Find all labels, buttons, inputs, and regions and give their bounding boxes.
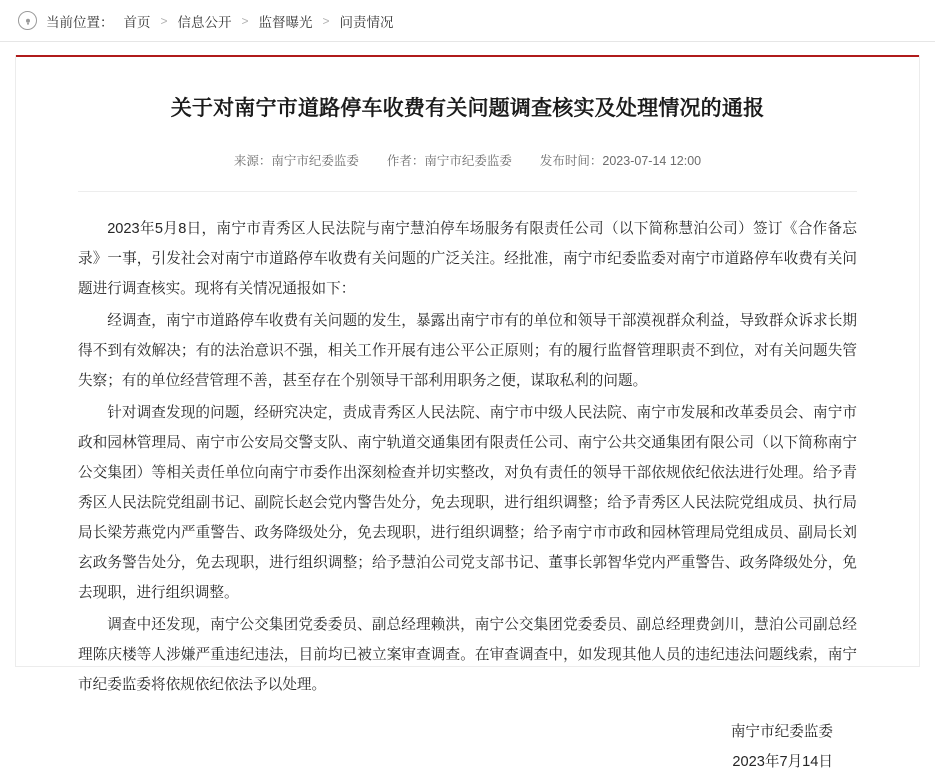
- breadcrumb: [0, 0, 935, 42]
- breadcrumb-item-supervision-exposure[interactable]: 监督曝光: [258, 14, 313, 30]
- meta-divider: [78, 191, 857, 192]
- page-title: 关于对南宁市道路停车收费有关问题调查核实及处理情况的通报: [170, 97, 765, 120]
- breadcrumb-label: 当前位置：: [46, 14, 114, 30]
- card-accent-bar: [16, 55, 919, 57]
- article-paragraph: 针对调查发现的问题，经研究决定，责成青秀区人民法院、南宁市中级人民法院、南宁市发展和改革委员会、南宁市政和园林管理局、南宁市公安局交警支队、南宁轨道交通集团有限责任公司、南宁公共交通集团有限公司（以下简称南宁公交集团）等相关责任单位向南宁市委作出深刻检查并切实整改，对负有责任的领导干部依规依纪依法进行处理。给予青秀区人民法院党组副书记、副院长赵会党内警告处分，免去现职，进行组织调整；给予青秀区人民法院党组成员、执行局局长梁芳燕党内严重警告、政务降级处分，免去现职，进行组织调整；给予南宁市市政和园林管理局党组成员、副局长刘玄政务警告处分，免去现职，进行组织调整；给予慧泊公司党支部书记、董事长郭智华党内严重警告、政务降级处分，免去现职，进行组织调整。: [78, 404, 857, 602]
- article-meta: [78, 151, 857, 169]
- breadcrumb-separator: >: [160, 13, 168, 28]
- signature-organization: 南宁市纪委监委: [730, 723, 833, 740]
- location-pin-icon: [18, 11, 37, 30]
- breadcrumb-item-accountability[interactable]: 问责情况: [339, 14, 394, 30]
- meta-source: 来源：南宁市纪委监委: [233, 153, 359, 168]
- breadcrumb-item-info-disclosure[interactable]: 信息公开: [177, 14, 232, 30]
- signature-date: 2023年7月14日: [732, 753, 833, 770]
- article-signature: [78, 717, 857, 777]
- article-paragraph: 经调查，南宁市道路停车收费有关问题的发生，暴露出南宁市有的单位和领导干部漠视群众利益，导致群众诉求长期得不到有效解决；有的法治意识不强，相关工作开展有违公平公正原则；有的履行监督管理职责不到位，对有关问题失管失察；有的单位经营管理不善，甚至存在个别领导干部利用职务之便，谋取私利的问题。: [78, 312, 857, 389]
- breadcrumb-separator: >: [322, 13, 330, 28]
- meta-author: 作者：南宁市纪委监委: [386, 153, 512, 168]
- article-paragraph: 2023年5月8日，南宁市青秀区人民法院与南宁慧泊停车场服务有限责任公司（以下简称慧泊公司）签订《合作备忘录》一事，引发社会对南宁市道路停车收费有关问题的广泛关注。经批准，南宁市纪委监委对南宁市道路停车收费有关问题进行调查核实。现将有关情况通报如下：: [78, 220, 857, 297]
- breadcrumb-item-home[interactable]: 首页: [123, 14, 151, 30]
- meta-publish-time: 发布时间：2023-07-14 12:00: [539, 153, 702, 168]
- article-card: [15, 55, 920, 770]
- article-content: [16, 93, 919, 777]
- breadcrumb-separator: >: [241, 13, 249, 28]
- article-paragraph: 调查中还发现，南宁公交集团党委委员、副总经理赖洪，南宁公交集团党委委员、副总经理费剑川，慧泊公司副总经理陈庆楼等人涉嫌严重违纪违法，目前均已被立案审查调查。在审查调查中，如发现其他人员的违纪违法问题线索，南宁市纪委监委将依规依纪依法予以处理。: [78, 617, 857, 694]
- article-body: [78, 214, 857, 701]
